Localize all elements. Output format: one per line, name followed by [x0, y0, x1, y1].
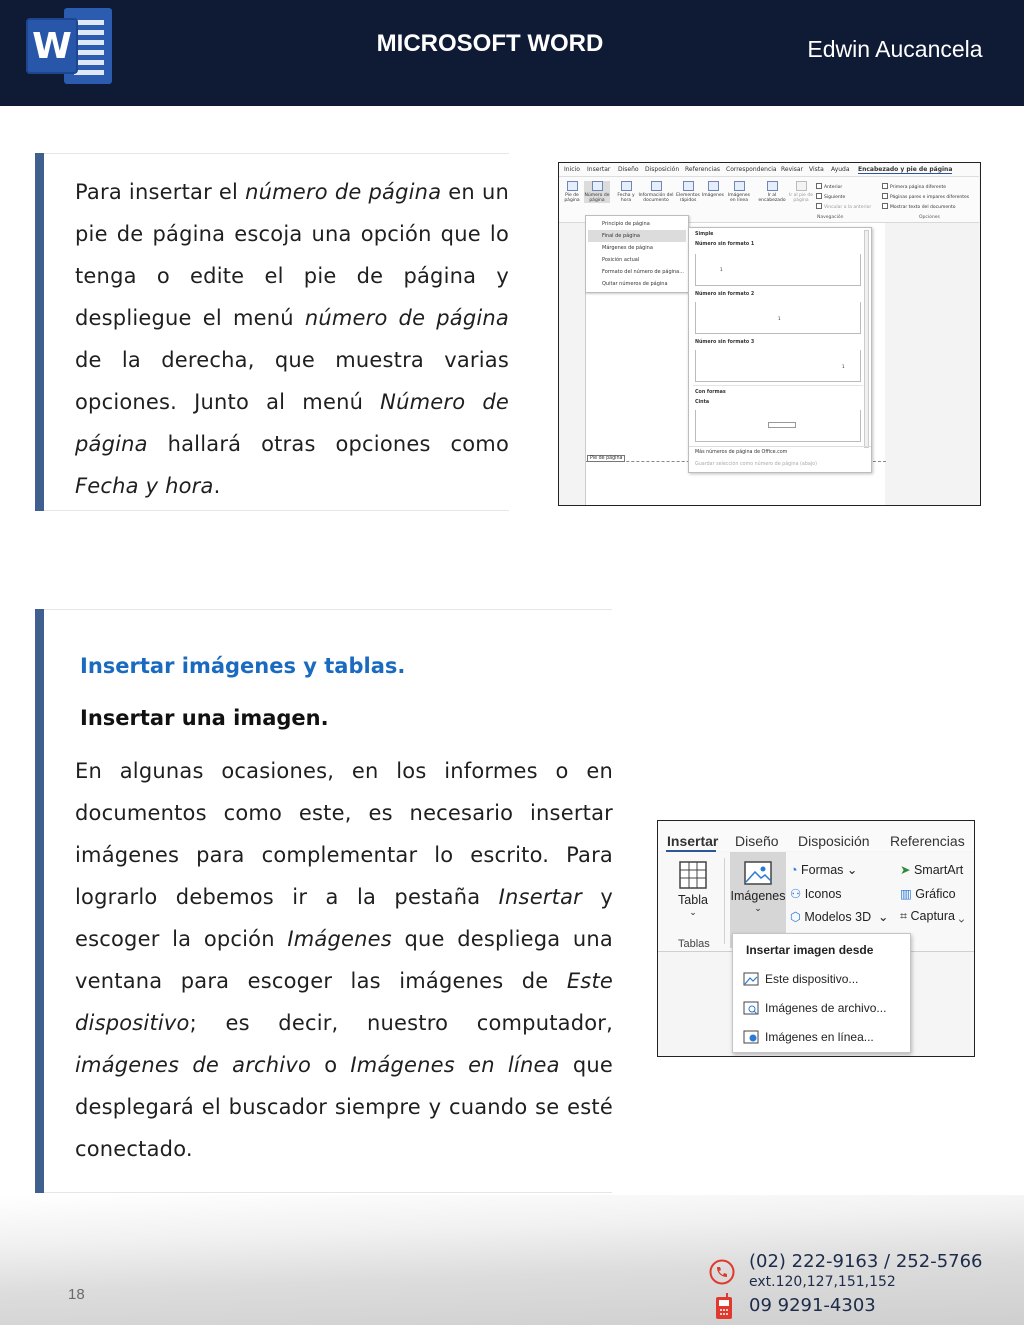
phone-icon: [709, 1259, 735, 1285]
3d-models-label: Modelos 3D: [804, 910, 872, 924]
page-number-gallery: [688, 227, 872, 473]
mobile-number: 09 9291-4303: [749, 1295, 876, 1316]
subsection-heading: Insertar una imagen.: [80, 706, 329, 730]
page-number-paragraph: Para insertar el número de página en un pie de página escoja una opción que lo tenga o edite el pie de página y despliegue el menú número de página de la derecha, que muestra varias opciones. Junto al menú Número de página hallará otras opciones como Fecha y hora.: [75, 180, 510, 498]
format-1-label: Número sin formato 1: [695, 242, 755, 247]
section-bottom-rule: [44, 1192, 612, 1193]
option-odd-even[interactable]: Páginas pares e impares diferentes: [882, 193, 969, 200]
images-chevron-icon: ⌄: [754, 903, 762, 913]
this-device-label: Este dispositivo...: [765, 972, 859, 986]
format-3-label: Número sin formato 3: [695, 340, 755, 345]
images-label: Imágenes: [730, 889, 786, 903]
tab-insertar[interactable]: Insertar: [667, 833, 719, 849]
online-images-label: Imágenes en línea...: [765, 1030, 874, 1044]
phone-numbers: (02) 222-9163 / 252-5766: [749, 1251, 983, 1272]
footer-button[interactable]: Pie de página: [561, 181, 583, 203]
page-header: [0, 0, 1024, 106]
page-number-button[interactable]: Número de página: [584, 181, 610, 203]
menu-item-bottom[interactable]: Final de página: [588, 230, 686, 242]
document-title: MICROSOFT WORD: [376, 30, 604, 57]
smartart-label: SmartArt: [913, 863, 964, 877]
insert-images-screenshot: [657, 820, 975, 1057]
tab-disposicion[interactable]: Disposición: [645, 166, 680, 173]
gallery-simple-label: Simple: [695, 232, 714, 237]
stock-images-icon: [743, 1001, 759, 1015]
tab-ayuda[interactable]: Ayuda: [831, 166, 850, 173]
section-accent-bar: [35, 153, 44, 511]
images-paragraph: En algunas ocasiones, en los informes o en documentos como este, es necesario insertar imágenes para complementar lo escrito. Para lograrlo debemos ir a la pestaña Insertar y escoger la opción Imágenes que despliega una ventana para escoger las imágenes de Este dispositivo; es decir, nuestro computador, imágenes de archivo o Imágenes en línea que desplegará el buscador siempre y cuando se esté conectado.: [75, 759, 613, 1161]
mobile-phone-icon: [714, 1293, 734, 1321]
cube-icon: ⬡: [790, 910, 805, 924]
stock-images-label: Imágenes de archivo...: [765, 1001, 887, 1015]
section-accent-bar: [35, 609, 44, 1193]
table-button[interactable]: [666, 860, 720, 918]
insert-image-dropdown: [732, 933, 911, 1053]
next-button[interactable]: Siguiente: [816, 193, 845, 200]
table-chevron-icon: ⌄: [689, 907, 697, 917]
smartart-button[interactable]: [900, 862, 963, 877]
footer-tag: Pie de página: [587, 455, 625, 462]
page-number-menu-screenshot: [558, 162, 981, 506]
tab-disposicion[interactable]: Disposición: [798, 833, 870, 849]
format-3-preview[interactable]: [695, 350, 861, 382]
section-top-rule: [44, 609, 612, 610]
group-separator: [724, 858, 725, 944]
tables-group-label: Tablas: [678, 938, 710, 950]
menu-item-margins[interactable]: Márgenes de página: [602, 245, 653, 251]
format-1-number: 1: [720, 267, 723, 272]
section-bottom-rule: [44, 510, 509, 511]
tab-correspondencia[interactable]: Correspondencia: [726, 166, 777, 173]
tab-insertar[interactable]: Insertar: [587, 166, 611, 173]
tab-diseno[interactable]: Diseño: [618, 166, 639, 173]
date-time-button[interactable]: Fecha y hora: [616, 181, 636, 203]
word-logo-icon: [26, 4, 114, 88]
online-images-icon: [743, 1030, 759, 1044]
icons-button[interactable]: [790, 886, 842, 901]
link-previous-button[interactable]: Vincular a la anterior: [816, 203, 871, 210]
format-3-number: 1: [842, 364, 845, 369]
group-navegacion: Navegación: [817, 215, 844, 220]
doc-info-button[interactable]: Información del documento: [637, 181, 675, 203]
gallery-scrollbar[interactable]: [864, 230, 869, 448]
option-show-text[interactable]: Mostrar texto del documento: [882, 203, 955, 210]
gallery-bottom-divider: [689, 446, 871, 447]
pictures-button[interactable]: Imágenes: [701, 181, 725, 198]
tab-referencias[interactable]: Referencias: [890, 833, 965, 849]
chart-button[interactable]: [900, 886, 956, 901]
shapes-label: Formas: [801, 863, 844, 877]
table-label: Tabla: [678, 893, 708, 907]
screenshot-label: Captura: [910, 909, 955, 923]
page-number-dropdown: [585, 215, 689, 293]
3d-models-button[interactable]: ⬡ Modelos 3D ⌄: [790, 910, 889, 924]
menu-item-remove[interactable]: Quitar números de página: [602, 281, 668, 287]
shapes-icon: ◔: [790, 863, 802, 877]
cinta-label: Cinta: [695, 400, 710, 405]
tab-encabezado-pie[interactable]: Encabezado y pie de página: [858, 166, 953, 173]
word-logo-letter: W: [32, 26, 72, 67]
tab-referencias[interactable]: Referencias: [685, 166, 720, 173]
more-page-numbers-link[interactable]: Más números de página de Office.com: [695, 450, 788, 455]
shapes-button[interactable]: ◔ Formas ⌄: [790, 863, 858, 877]
ribbon-tabs: [658, 821, 974, 851]
table-icon: [678, 860, 708, 890]
picture-icon: [743, 860, 773, 886]
page-number: 18: [68, 1286, 85, 1303]
save-selection-item[interactable]: Guardar selección como número de página (abajo): [695, 462, 817, 467]
option-first-page[interactable]: Primera página diferente: [882, 183, 946, 190]
tab-inicio[interactable]: Inicio: [564, 166, 580, 173]
menu-item-top[interactable]: Principio de página: [602, 221, 650, 227]
tab-revisar[interactable]: Revisar: [781, 166, 804, 173]
author-name: Edwin Aucancela: [807, 36, 983, 62]
menu-item-current[interactable]: Posición actual: [602, 257, 640, 263]
smartart-icon: ➤: [900, 863, 914, 877]
icons-label: Iconos: [804, 887, 842, 901]
format-2-number: 1: [778, 316, 781, 321]
gallery-shapes-label: Con formas: [695, 390, 726, 395]
icons-icon: ⚇: [790, 887, 805, 901]
section-heading: Insertar imágenes y tablas.: [80, 654, 406, 678]
this-device-item[interactable]: [743, 972, 858, 986]
device-image-icon: [743, 972, 759, 986]
section-top-rule: [44, 153, 509, 154]
menu-item-format[interactable]: Formato del número de página...: [602, 269, 685, 275]
ribbon-tabs: [559, 163, 979, 177]
chart-label: Gráfico: [915, 887, 956, 901]
format-2-preview[interactable]: [695, 302, 861, 334]
gallery-divider: [693, 385, 863, 386]
online-pictures-button[interactable]: Imágenes en línea: [726, 181, 752, 203]
camera-icon: ⌗: [900, 909, 911, 923]
online-images-item[interactable]: [743, 1030, 874, 1044]
quick-parts-button[interactable]: Elementos rápidos: [676, 181, 700, 203]
group-opciones: Opciones: [919, 215, 940, 220]
format-1-preview[interactable]: [695, 254, 861, 286]
chart-icon: ▥: [900, 887, 916, 901]
go-to-footer-button[interactable]: Ir al pie de página: [788, 181, 814, 203]
tab-vista[interactable]: Vista: [809, 166, 824, 173]
stock-images-item[interactable]: [743, 1001, 886, 1015]
previous-button[interactable]: Anterior: [816, 183, 842, 190]
format-2-label: Número sin formato 2: [695, 292, 755, 297]
ribbon-shape: [768, 422, 796, 428]
cinta-preview[interactable]: [695, 410, 861, 442]
go-to-header-button[interactable]: Ir al encabezado: [757, 181, 787, 203]
tab-diseno[interactable]: Diseño: [735, 833, 779, 849]
section-page-numbers: [35, 153, 515, 513]
phone-extensions: ext.120,127,151,152: [749, 1274, 896, 1290]
screenshot-button[interactable]: ⌗ Captura ⌄: [900, 909, 965, 923]
dropdown-title: Insertar imagen desde: [746, 943, 874, 957]
